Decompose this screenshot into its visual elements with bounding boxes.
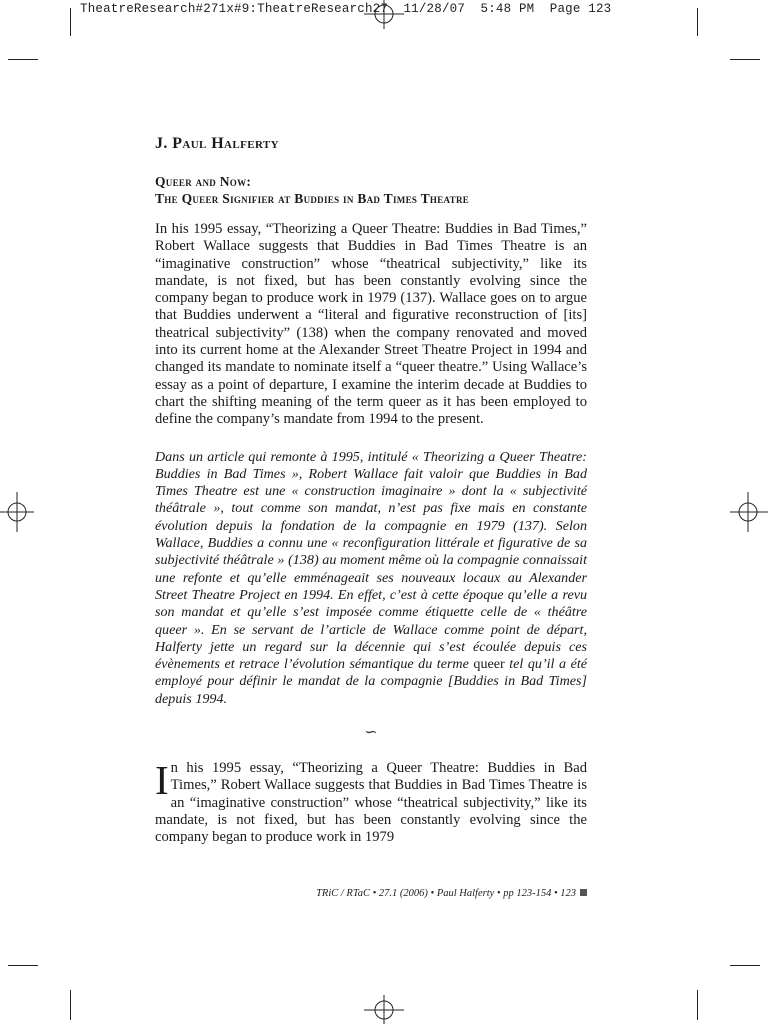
registration-mark-bottom-icon [360,994,408,1024]
crop-mark-bottom-left-v [70,990,71,1020]
running-footer [300,888,587,899]
article-title [155,173,587,207]
crop-mark-bottom-right-v [697,990,698,1020]
drop-cap: I [155,757,169,804]
abstract-french-part-2: tel qu’il a été employé pour définir le mandat de la compagnie [Buddies in Bad Times] depuis 1994. [155,656,587,707]
crop-mark-top-left-v [70,8,71,36]
footer-square-icon [580,889,587,896]
crop-mark-left-top-h [8,59,38,60]
crop-mark-left-bottom-h [8,965,38,966]
registration-mark-top-icon [360,0,408,30]
crop-mark-top-right-v [697,8,698,36]
article-title-line-1: Queer and Now: [155,174,252,189]
abstract-french-term: queer [473,656,505,673]
printer-slug: TheatreResearch#271x#9:TheatreResearch27 11/28/07 5:48 PM Page 123 [80,2,612,16]
crop-mark-right-top-h [730,59,760,60]
body-paragraph [155,757,587,846]
article-content [155,135,587,847]
registration-mark-left-icon [0,488,36,536]
abstract-french-part-1: Dans un article qui remonte à 1995, intitulé « Theorizing a Queer Theatre: Buddies in Bad Times », Robert Wallace fait valoir que Buddies in Bad Times Theatre est une « construction imaginaire » dont la « subjectivité théâtrale », tout comme son mandat, n’est pas fixe mais en constante évolution depuis la fondation de la compagnie en 1979 (137). Selon Wallace, Buddies a connu une « reconfiguration littérale et figurative de sa subjectivité théâtrale » (138) au moment même où la compagnie connaissait une refonte et qu’elle emménageait ses nouveaux locaux au Alexander Street Theatre Project en 1994. En effet, c’est à cette époque qu’elle a revu son mandat et qu’elle s’est imposée comme étiquette celle de « théâtre queer ». En se servant de l’article de Wallace comme point de départ, Halferty jette un regard sur la décennie qui s’est écoulée depuis ces évènements et retrace l’évolution sémantique du terme [155,448,587,673]
body-paragraph-text: n his 1995 essay, “Theorizing a Queer Theatre: Buddies in Bad Times,” Robert Wallace suggests that Buddies in Bad Times Theatre is an “imaginative construction” whose “theatrical subjectivity,” like its mandate, is not fixed, but has been constantly evolving since the company began to produce work in 1979 [155,760,587,846]
abstract-french [155,449,587,708]
abstract-english: In his 1995 essay, “Theorizing a Queer Theatre: Buddies in Bad Times,” Robert Wallace suggests that Buddies in Bad Times Theatre is an “imaginative construction” whose “theatrical subjectivity,” like its mandate, is not fixed, but has been constantly evolving since the company began to produce work in 1979 (137). Wallace goes on to argue that Buddies underwent a “literal and figurative reconstruction of [its] theatrical subjectivity” (138) when the company renovated and moved into its current home at the Alexander Street Theatre Project in 1994 and changed its mandate to nominate itself a “queer theatre.” Using Wallace’s essay as a point of departure, I examine the interim decade at Buddies to chart the shifting meaning of the term queer as it has been employed to define the company’s mandate from 1994 to the present. [155,221,587,428]
article-title-line-2: The Queer Signifier at Buddies in Bad Times Theatre [155,191,470,206]
section-ornament-icon: ∽ [364,724,378,742]
crop-mark-right-bottom-h [730,965,760,966]
registration-mark-right-icon [728,488,768,536]
footer-citation: TRiC / RTaC • 27.1 (2006) • Paul Halferty • pp 123-154 • 123 [316,888,576,899]
author-name: J. Paul Halferty [155,135,280,152]
